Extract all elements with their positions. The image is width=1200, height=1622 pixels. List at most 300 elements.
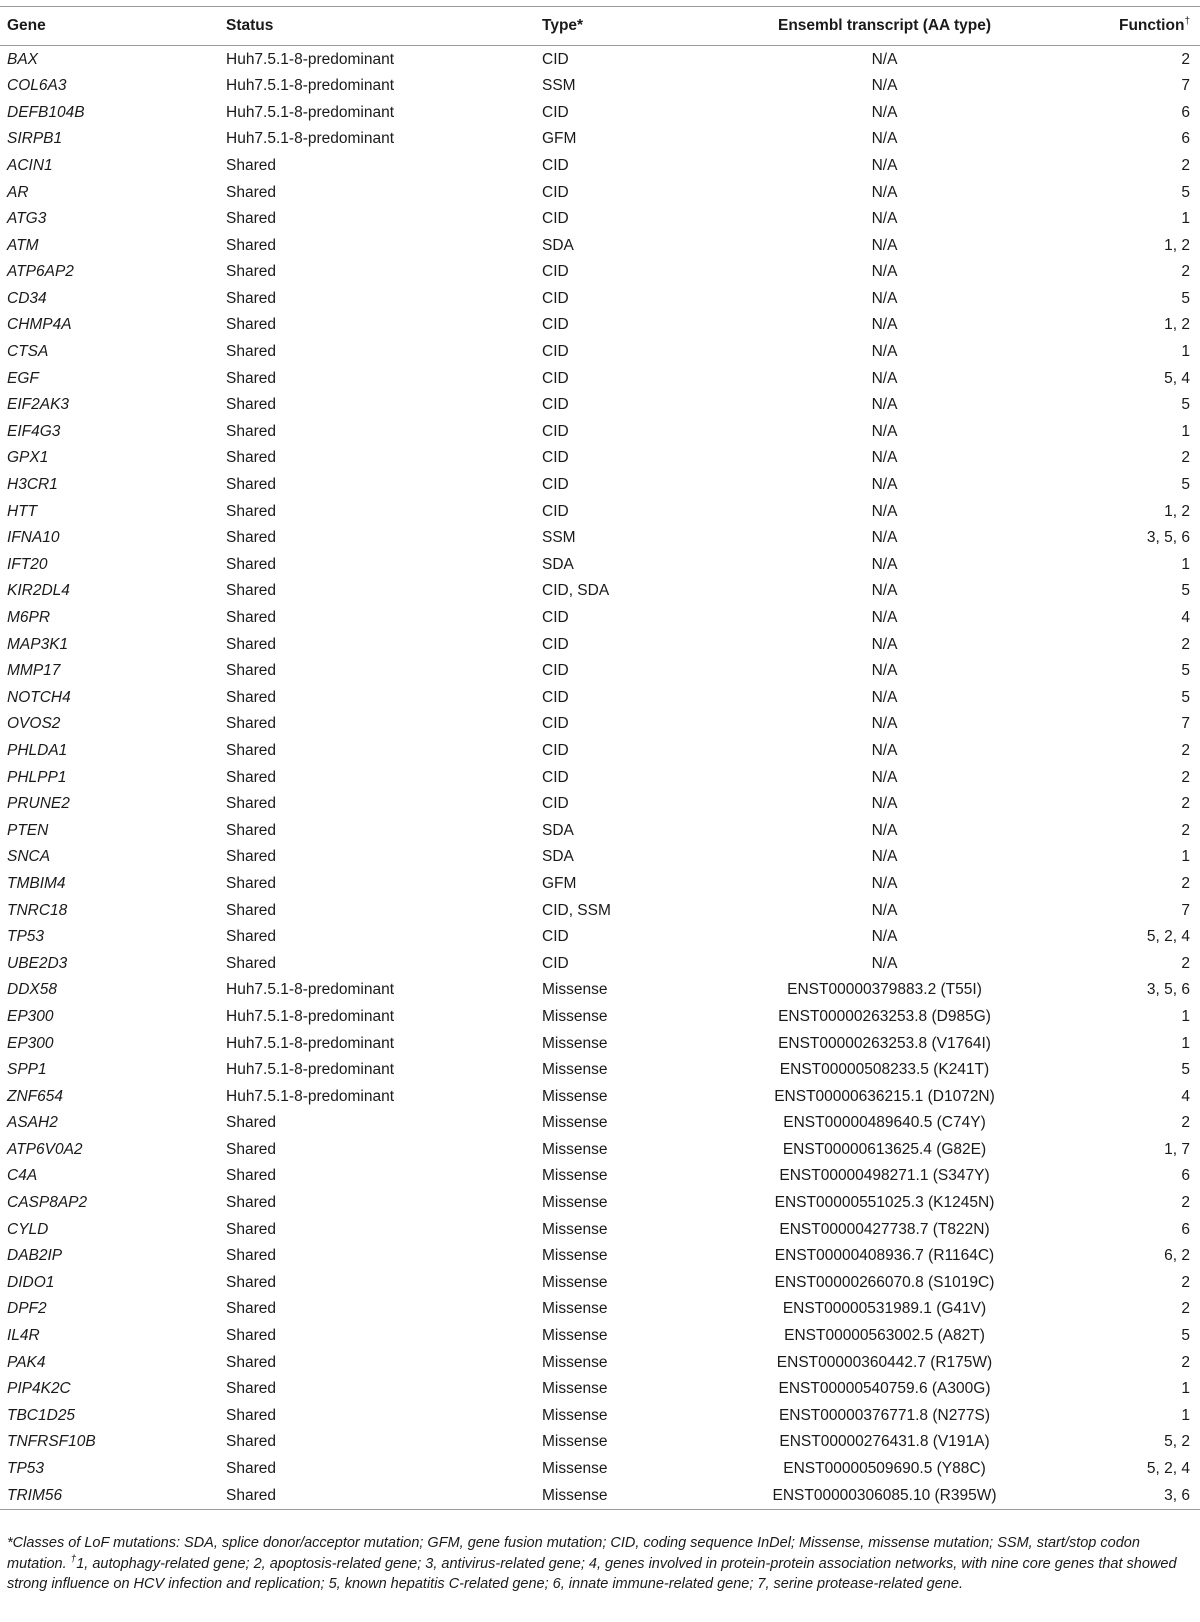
cell-status: Shared: [226, 1353, 276, 1371]
cell-gene: DIDO1: [7, 1273, 55, 1291]
table-row: [0, 285, 1200, 312]
table-row: [0, 897, 1200, 924]
cell-function: 1: [1181, 1406, 1190, 1424]
header-function: [1063, 7, 1200, 46]
cell-gene: C4A: [7, 1167, 38, 1185]
footnote-classes: *Classes of LoF mutations: SDA, splice donor/acceptor mutation; GFM, gene fusion mutation; CID, coding sequence InDel; Missense, missense mutation; SSM, start/stop codon mutation.: [7, 1535, 1140, 1572]
cell-status: Shared: [226, 476, 276, 494]
cell-ensembl: ENST00000508233.5 (K241T): [779, 1061, 990, 1079]
cell-function: 1, 2: [1164, 502, 1190, 520]
cell-ensembl: N/A: [871, 609, 898, 627]
cell-function: 2: [1181, 635, 1190, 653]
cell-function: 1: [1181, 555, 1190, 573]
cell-function: 1: [1181, 848, 1190, 866]
cell-gene: CHMP4A: [7, 316, 72, 334]
cell-status: Huh7.5.1-8-predominant: [226, 50, 395, 68]
cell-function: 1: [1181, 343, 1190, 361]
cell-type: SSM: [542, 529, 576, 547]
cell-function: 5, 2: [1164, 1433, 1190, 1451]
genes-table: [0, 6, 1200, 1510]
cell-function: 2: [1181, 1114, 1190, 1132]
cell-function: 2: [1181, 156, 1190, 174]
cell-type: Missense: [542, 1087, 608, 1105]
cell-function: 6: [1181, 103, 1190, 121]
cell-gene: SNCA: [7, 848, 51, 866]
cell-status: Shared: [226, 210, 276, 228]
cell-ensembl: ENST00000613625.4 (G82E): [782, 1140, 987, 1158]
cell-type: CID: [542, 954, 569, 972]
cell-ensembl: N/A: [871, 396, 898, 414]
table-row: [0, 339, 1200, 366]
table-row: [0, 525, 1200, 552]
cell-type: Missense: [542, 1247, 608, 1265]
cell-type: CID: [542, 635, 569, 653]
cell-function: 5: [1181, 1327, 1190, 1345]
cell-gene: IFNA10: [7, 529, 60, 547]
cell-type: Missense: [542, 1034, 608, 1052]
cell-status: Shared: [226, 1273, 276, 1291]
cell-type: CID: [542, 263, 569, 281]
cell-gene: EIF2AK3: [7, 396, 70, 414]
cell-status: Shared: [226, 1114, 276, 1132]
table-row: [0, 1243, 1200, 1270]
header-function-label: Function: [1119, 17, 1185, 34]
cell-type: CID: [542, 928, 569, 946]
table-row: [0, 46, 1200, 73]
cell-status: Shared: [219, 1482, 535, 1509]
cell-status: Shared: [226, 715, 276, 733]
cell-gene: SIRPB1: [7, 130, 63, 148]
table-footnote: [7, 1533, 1192, 1595]
table-row: [0, 1083, 1200, 1110]
cell-ensembl: N/A: [871, 848, 898, 866]
cell-type: CID: [542, 768, 569, 786]
cell-status: Huh7.5.1-8-predominant: [226, 1034, 395, 1052]
cell-status: Shared: [226, 369, 276, 387]
table-row: [0, 1190, 1200, 1217]
table-row: [0, 737, 1200, 764]
cell-gene: ATP6V0A2: [7, 1140, 83, 1158]
cell-ensembl: ENST00000509690.5 (Y88C): [783, 1460, 986, 1478]
table-row: [0, 1136, 1200, 1163]
cell-type: GFM: [542, 130, 577, 148]
cell-ensembl: ENST00000360442.7 (R175W): [776, 1353, 993, 1371]
cell-ensembl: N/A: [871, 210, 898, 228]
cell-ensembl: ENST00000263253.8 (D985G): [778, 1007, 991, 1025]
cell-ensembl: ENST00000427738.7 (T822N): [779, 1220, 990, 1238]
table-row: [0, 1376, 1200, 1403]
cell-gene: TP53: [7, 1460, 45, 1478]
table-row: [0, 206, 1200, 233]
cell-function: 1: [1181, 422, 1190, 440]
table-row: [0, 259, 1200, 286]
cell-ensembl: ENST00000563002.5 (A82T): [784, 1327, 985, 1345]
cell-type: Missense: [542, 981, 608, 999]
cell-gene: M6PR: [7, 609, 51, 627]
cell-gene: UBE2D3: [7, 954, 68, 972]
cell-gene: DEFB104B: [7, 103, 85, 121]
cell-ensembl: N/A: [871, 422, 898, 440]
cell-ensembl: N/A: [871, 582, 898, 600]
cell-gene: PTEN: [7, 821, 49, 839]
cell-ensembl: N/A: [871, 635, 898, 653]
cell-gene: TBC1D25: [7, 1406, 76, 1424]
cell-status: Shared: [226, 502, 276, 520]
cell-status: Shared: [226, 396, 276, 414]
cell-function: 1, 2: [1164, 316, 1190, 334]
cell-ensembl: ENST00000408936.7 (R1164C): [774, 1247, 995, 1265]
cell-type: SDA: [542, 236, 574, 254]
cell-gene: TNFRSF10B: [7, 1433, 96, 1451]
table-header: [0, 7, 1200, 46]
cell-ensembl: ENST00000540759.6 (A300G): [778, 1380, 991, 1398]
cell-gene: BAX: [7, 50, 39, 68]
cell-type: Missense: [542, 1140, 608, 1158]
table-row: [0, 1323, 1200, 1350]
cell-function: 5: [1181, 688, 1190, 706]
cell-gene: DPF2: [7, 1300, 47, 1318]
table-row: [0, 1003, 1200, 1030]
cell-gene: MAP3K1: [7, 635, 69, 653]
table-row: [0, 1216, 1200, 1243]
cell-function: 5: [1181, 183, 1190, 201]
table-row: [0, 631, 1200, 658]
cell-function: 5, 4: [1164, 369, 1190, 387]
table-row: [0, 392, 1200, 419]
cell-function: 2: [1181, 263, 1190, 281]
cell-type: CID: [542, 476, 569, 494]
table-row: [0, 578, 1200, 605]
cell-type: CID: [542, 183, 569, 201]
table-row: [0, 472, 1200, 499]
table-row: [0, 179, 1200, 206]
cell-function: 2: [1181, 768, 1190, 786]
cell-function: 6: [1181, 1167, 1190, 1185]
table-row: [0, 365, 1200, 392]
cell-gene: CTSA: [7, 343, 49, 361]
cell-function: 2: [1181, 795, 1190, 813]
cell-status: Shared: [226, 183, 276, 201]
cell-gene: KIR2DL4: [7, 582, 70, 600]
cell-ensembl: N/A: [871, 529, 898, 547]
cell-gene: IFT20: [7, 555, 48, 573]
cell-status: Shared: [226, 1433, 276, 1451]
cell-status: Shared: [226, 1220, 276, 1238]
cell-type: CID: [542, 369, 569, 387]
cell-status: Shared: [226, 449, 276, 467]
cell-type: CID: [542, 662, 569, 680]
cell-ensembl: N/A: [871, 954, 898, 972]
cell-gene: EP300: [7, 1007, 54, 1025]
table-row: [0, 126, 1200, 153]
cell-status: Shared: [226, 874, 276, 892]
cell-type: CID, SSM: [542, 901, 611, 919]
cell-ensembl: N/A: [871, 901, 898, 919]
cell-ensembl: ENST00000551025.3 (K1245N): [774, 1194, 995, 1212]
cell-ensembl: N/A: [871, 77, 898, 95]
cell-type: Missense: [542, 1433, 608, 1451]
cell-status: Shared: [226, 688, 276, 706]
cell-ensembl: N/A: [871, 343, 898, 361]
cell-ensembl: ENST00000376771.8 (N277S): [778, 1406, 991, 1424]
cell-type: CID: [542, 741, 569, 759]
table-row: [0, 445, 1200, 472]
cell-status: Shared: [226, 316, 276, 334]
cell-ensembl: N/A: [871, 449, 898, 467]
cell-gene: PHLPP1: [7, 768, 67, 786]
cell-gene: TMBIM4: [7, 874, 66, 892]
table-row: [0, 711, 1200, 738]
cell-function: 1, 7: [1164, 1140, 1190, 1158]
cell-status: Huh7.5.1-8-predominant: [226, 77, 395, 95]
cell-function: 5, 2, 4: [1146, 1460, 1190, 1478]
cell-status: Shared: [226, 263, 276, 281]
cell-ensembl: N/A: [871, 183, 898, 201]
cell-ensembl: ENST00000531989.1 (G41V): [782, 1300, 987, 1318]
cell-ensembl: N/A: [871, 50, 898, 68]
cell-ensembl: N/A: [871, 821, 898, 839]
table-row: [0, 950, 1200, 977]
cell-type: CID: [542, 449, 569, 467]
cell-function: 2: [1181, 1353, 1190, 1371]
cell-type: Missense: [542, 1114, 608, 1132]
table-row: [0, 1110, 1200, 1137]
cell-ensembl: N/A: [871, 555, 898, 573]
table-row: [0, 99, 1200, 126]
cell-status: Shared: [226, 901, 276, 919]
cell-ensembl: ENST00000263253.8 (V1764I): [778, 1034, 991, 1052]
cell-status: Shared: [226, 1194, 276, 1212]
table-row: [0, 1030, 1200, 1057]
cell-function: 5: [1181, 662, 1190, 680]
cell-function: 4: [1181, 609, 1190, 627]
cell-function: 2: [1181, 741, 1190, 759]
header-row: [0, 7, 1200, 46]
table-row: [0, 1429, 1200, 1456]
cell-status: Shared: [226, 422, 276, 440]
cell-status: Shared: [226, 582, 276, 600]
cell-ensembl: N/A: [871, 874, 898, 892]
table-row: [0, 1349, 1200, 1376]
cell-function: 6: [1181, 1220, 1190, 1238]
table-row: [0, 418, 1200, 445]
cell-function: 3, 5, 6: [1146, 981, 1190, 999]
cell-gene: ATP6AP2: [7, 263, 74, 281]
cell-type: Missense: [542, 1327, 608, 1345]
table-row: [0, 844, 1200, 871]
cell-gene: HTT: [7, 502, 38, 520]
cell-function: 7: [1181, 901, 1190, 919]
table-row: [0, 1482, 1200, 1509]
cell-function: 2: [1181, 449, 1190, 467]
cell-status: Shared: [226, 954, 276, 972]
cell-ensembl: ENST00000379883.2 (T55I): [787, 981, 982, 999]
cell-ensembl: N/A: [871, 156, 898, 174]
cell-ensembl: N/A: [871, 662, 898, 680]
cell-function: 4: [1181, 1087, 1190, 1105]
cell-gene: ZNF654: [7, 1087, 63, 1105]
cell-status: Shared: [226, 1327, 276, 1345]
cell-status: Shared: [226, 343, 276, 361]
table-row: [0, 977, 1200, 1004]
table-row: [0, 870, 1200, 897]
cell-function: 1, 2: [1164, 236, 1190, 254]
cell-status: Shared: [226, 741, 276, 759]
cell-status: Shared: [226, 609, 276, 627]
table-row: [0, 791, 1200, 818]
cell-status: Huh7.5.1-8-predominant: [226, 1061, 395, 1079]
header-type: Type*: [535, 7, 706, 46]
footnote-dagger: †: [70, 1553, 77, 1565]
cell-type: CID: [542, 210, 569, 228]
cell-function: 2: [1181, 50, 1190, 68]
cell-gene: DAB2IP: [7, 1247, 63, 1265]
cell-ensembl: N/A: [871, 369, 898, 387]
cell-ensembl: ENST00000636215.1 (D1072N): [774, 1087, 995, 1105]
table-row: [0, 1269, 1200, 1296]
cell-status: Huh7.5.1-8-predominant: [226, 1087, 395, 1105]
cell-function: 5: [1181, 476, 1190, 494]
cell-ensembl: ENST00000266070.8 (S1019C): [774, 1273, 995, 1291]
cell-type: Missense: [542, 1220, 608, 1238]
cell-status: Shared: [226, 1140, 276, 1158]
footnote-functions: 1, autophagy-related gene; 2, apoptosis-related gene; 3, antivirus-related gene; 4, genes involved in protein-protein association networks, with nine core genes that showed strong influence on HCV infection and replication; 5, known hepatitis C-related gene; 6, innate immune-related gene; 7, serine protease-related gene.: [7, 1555, 1177, 1592]
cell-function: 1: [1181, 1007, 1190, 1025]
cell-type: Missense: [542, 1300, 608, 1318]
cell-gene: CD34: [7, 289, 47, 307]
cell-gene: COL6A3: [7, 77, 67, 95]
cell-gene: TP53: [7, 928, 45, 946]
cell-status: Shared: [226, 1300, 276, 1318]
table-row: [0, 1057, 1200, 1084]
cell-gene: TNRC18: [7, 901, 68, 919]
cell-gene: ATM: [7, 236, 39, 254]
cell-gene: ASAH2: [7, 1114, 58, 1132]
cell-gene: OVOS2: [7, 715, 61, 733]
cell-gene: TRIM56: [0, 1482, 219, 1509]
table-row: [0, 684, 1200, 711]
cell-function: 6: [1181, 130, 1190, 148]
cell-type: CID: [542, 50, 569, 68]
cell-type: CID: [542, 609, 569, 627]
cell-type: CID: [542, 289, 569, 307]
header-function-mark: †: [1184, 15, 1190, 27]
table-row: [0, 658, 1200, 685]
cell-ensembl: N/A: [871, 263, 898, 281]
cell-status: Shared: [226, 768, 276, 786]
cell-status: Shared: [226, 529, 276, 547]
cell-type: CID, SDA: [542, 582, 610, 600]
table-row: [0, 924, 1200, 951]
cell-status: Shared: [226, 821, 276, 839]
cell-ensembl: ENST00000306085.10 (R395W): [706, 1482, 1063, 1509]
header-gene: Gene: [0, 7, 219, 46]
cell-gene: PAK4: [7, 1353, 46, 1371]
cell-function: 5: [1181, 1061, 1190, 1079]
cell-gene: NOTCH4: [7, 688, 71, 706]
cell-ensembl: N/A: [871, 928, 898, 946]
cell-status: Shared: [226, 1380, 276, 1398]
cell-type: CID: [542, 316, 569, 334]
cell-function: 1: [1181, 210, 1190, 228]
cell-type: SDA: [542, 555, 574, 573]
cell-status: Shared: [226, 555, 276, 573]
cell-gene: EP300: [7, 1034, 54, 1052]
cell-function: 1: [1181, 1380, 1190, 1398]
cell-status: Huh7.5.1-8-predominant: [226, 981, 395, 999]
cell-function: 1: [1181, 1034, 1190, 1052]
cell-type: Missense: [542, 1061, 608, 1079]
table-row: [0, 498, 1200, 525]
cell-status: Shared: [226, 1406, 276, 1424]
table-row: [0, 232, 1200, 259]
table-row: [0, 1163, 1200, 1190]
cell-gene: H3CR1: [7, 476, 58, 494]
cell-function: 2: [1181, 1194, 1190, 1212]
cell-type: Missense: [542, 1380, 608, 1398]
cell-gene: MMP17: [7, 662, 61, 680]
cell-type: Missense: [535, 1482, 706, 1509]
cell-type: CID: [542, 795, 569, 813]
header-status: Status: [219, 7, 535, 46]
cell-type: CID: [542, 715, 569, 733]
cell-type: CID: [542, 502, 569, 520]
cell-type: SDA: [542, 821, 574, 839]
cell-ensembl: ENST00000489640.5 (C74Y): [783, 1114, 986, 1132]
cell-status: Huh7.5.1-8-predominant: [226, 130, 395, 148]
cell-status: Shared: [226, 635, 276, 653]
cell-type: CID: [542, 422, 569, 440]
cell-ensembl: N/A: [871, 715, 898, 733]
cell-status: Huh7.5.1-8-predominant: [226, 1007, 395, 1025]
cell-gene: IL4R: [7, 1327, 40, 1345]
cell-ensembl: ENST00000276431.8 (V191A): [779, 1433, 990, 1451]
table-body: [0, 46, 1200, 1510]
cell-gene: CASP8AP2: [7, 1194, 88, 1212]
cell-type: Missense: [542, 1007, 608, 1025]
cell-function: 3, 6: [1063, 1482, 1200, 1509]
cell-type: Missense: [542, 1194, 608, 1212]
cell-type: GFM: [542, 874, 577, 892]
cell-status: Shared: [226, 1460, 276, 1478]
cell-function: 7: [1181, 77, 1190, 95]
cell-function: 2: [1181, 954, 1190, 972]
cell-gene: ATG3: [7, 210, 47, 228]
cell-function: 6, 2: [1164, 1247, 1190, 1265]
table-row: [0, 73, 1200, 100]
cell-type: Missense: [542, 1353, 608, 1371]
cell-ensembl: N/A: [871, 476, 898, 494]
cell-status: Huh7.5.1-8-predominant: [226, 103, 395, 121]
cell-ensembl: N/A: [871, 688, 898, 706]
table-row: [0, 1296, 1200, 1323]
cell-status: Shared: [226, 662, 276, 680]
table-row: [0, 764, 1200, 791]
cell-ensembl: N/A: [871, 316, 898, 334]
cell-gene: ACIN1: [7, 156, 53, 174]
cell-status: Shared: [226, 848, 276, 866]
cell-function: 2: [1181, 821, 1190, 839]
cell-ensembl: N/A: [871, 289, 898, 307]
cell-type: SDA: [542, 848, 574, 866]
cell-type: Missense: [542, 1460, 608, 1478]
cell-function: 2: [1181, 874, 1190, 892]
cell-ensembl: N/A: [871, 768, 898, 786]
table-row: [0, 817, 1200, 844]
cell-function: 7: [1181, 715, 1190, 733]
cell-gene: PRUNE2: [7, 795, 70, 813]
cell-ensembl: N/A: [871, 130, 898, 148]
